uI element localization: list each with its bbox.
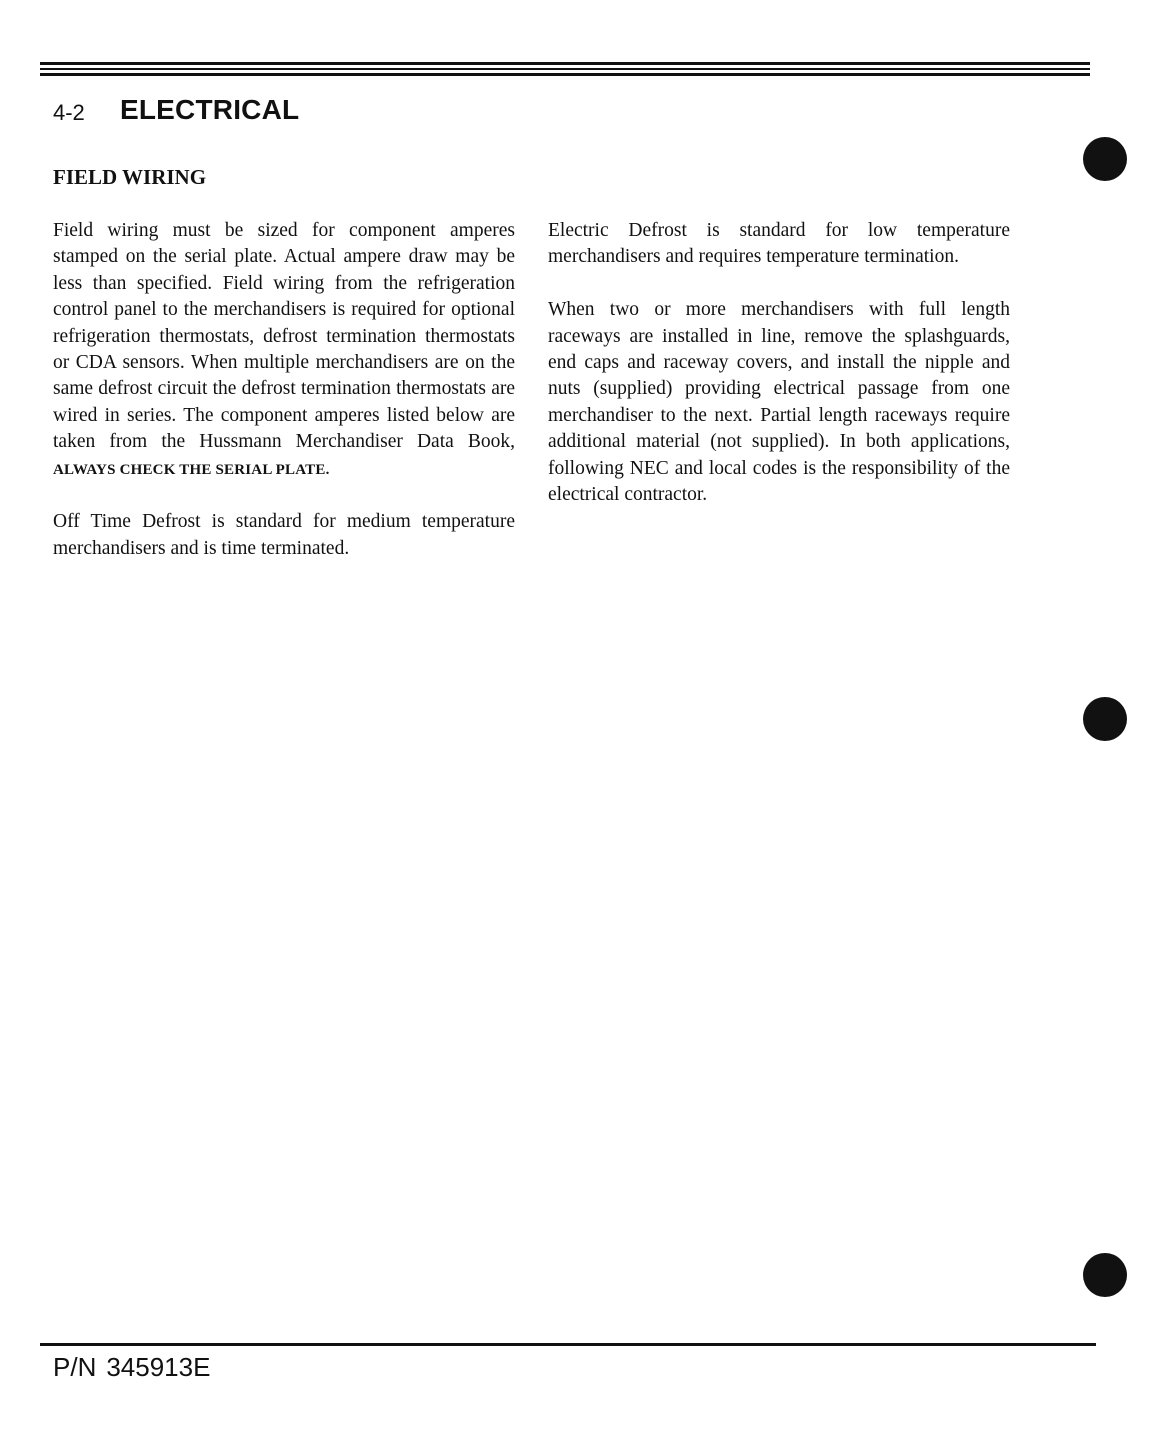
right-paragraph-2: When two or more merchandisers with full length raceways are installed in line, remove the splashguards, end caps and raceway covers, and install the nipple and nuts (supplied) providing electrical passage from one merchandiser to the next. Partial length raceways require additional material (not supplied). In both applications, following NEC and local codes is the responsibility of the electrical contractor. xyxy=(548,299,1010,506)
binder-hole-bottom xyxy=(1083,1253,1127,1297)
footer-rule xyxy=(40,1343,1096,1346)
binder-hole-middle xyxy=(1083,697,1127,741)
left-paragraph-1-text: Field wiring must be sized for component amperes stamped on the serial plate. Actual ampere draw may be less than specified. Field wiring from the refrigeration control panel to the merchandisers is required for optional refrigeration thermostats, defrost termination thermostats or CDA sensors. When multiple merchandisers are on the same defrost circuit the defrost termination thermostats are wired in series. The component amperes listed below are taken from the Hussmann Merchandiser Data Book, xyxy=(53,220,515,453)
field-wiring-heading: FIELD WIRING xyxy=(53,165,207,189)
header-rule-middle xyxy=(40,68,1090,70)
section-number: 4-2 xyxy=(53,100,85,125)
binder-hole-top xyxy=(1083,137,1127,181)
serial-plate-note: ALWAYS CHECK THE SERIAL PLATE. xyxy=(53,461,330,478)
header-rule-bottom xyxy=(40,73,1090,76)
left-paragraph-1 xyxy=(53,218,515,483)
header-rule-top xyxy=(40,62,1090,65)
part-number-value: 345913E xyxy=(106,1352,211,1382)
right-paragraph-1: Electric Defrost is standard for low temperature merchandisers and requires temperature termination. xyxy=(548,220,1010,268)
right-column xyxy=(548,218,1010,535)
part-number-label: P/N xyxy=(53,1352,97,1382)
section-title: ELECTRICAL xyxy=(120,94,300,125)
left-column xyxy=(53,218,515,589)
part-number xyxy=(53,1352,210,1383)
left-paragraph-2: Off Time Defrost is standard for medium temperature merchandisers and is time terminated. xyxy=(53,511,515,559)
